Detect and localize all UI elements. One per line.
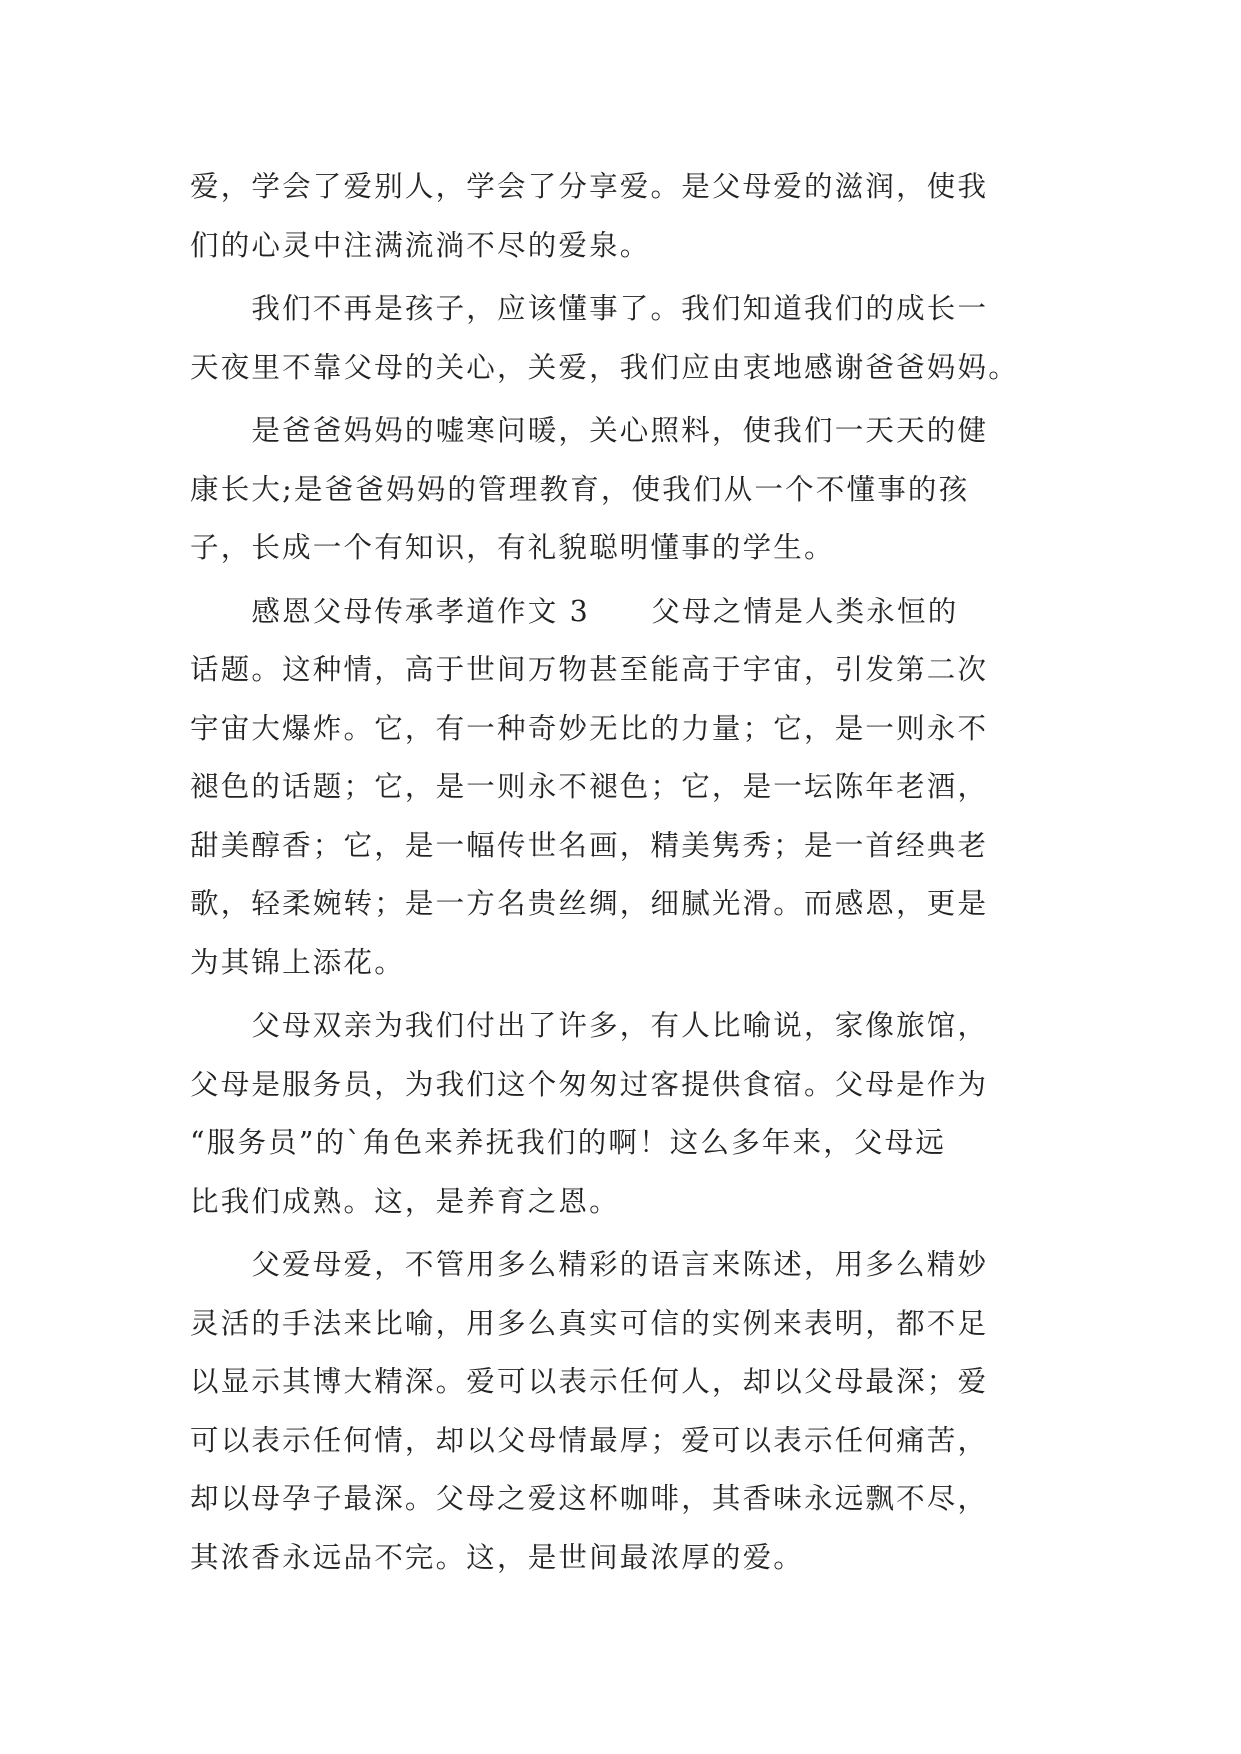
text-line: 灵活的手法来比喻，用多么真实可信的实例来表明，都不足: [190, 1306, 989, 1340]
text-line: “服务员”的`角色来养抚我们的啊！这么多年来，父母远: [190, 1126, 947, 1159]
text-line: 宇宙大爆炸。它，有一种奇妙无比的力量；它，是一则永不: [190, 711, 989, 745]
text-line: 父母双亲为我们付出了许多，有人比喻说，家像旅馆，: [190, 1009, 989, 1042]
text-line: 可以表示任何情，却以父母情最厚；爱可以表示任何痛苦，: [190, 1423, 989, 1457]
text-line: 为其锦上添花。: [190, 945, 405, 979]
text-line: 比我们成熟。这，是养育之恩。: [190, 1184, 620, 1218]
text-line: 爱，学会了爱别人，学会了分享爱。是父母爱的滋润，使我: [190, 170, 989, 203]
text-line: 感恩父母传承孝道作文 3 父母之情是人类永恒的: [190, 594, 959, 628]
text-line: 子，长成一个有知识，有礼貌聪明懂事的学生。: [190, 531, 835, 564]
text-line: 褪色的话题；它，是一则永不褪色；它，是一坛陈年老酒，: [190, 770, 989, 803]
text-line: 其浓香永远品不完。这，是世间最浓厚的爱。: [190, 1540, 805, 1574]
text-line: 父爱母爱，不管用多么精彩的语言来陈述，用多么精妙: [190, 1248, 989, 1281]
text-line: 们的心灵中注满流淌不尽的爱泉。: [190, 228, 651, 262]
text-line: 是爸爸妈妈的嘘寒问暖，关心照料，使我们一天天的健: [190, 414, 989, 447]
text-line: 父母是服务员，为我们这个匆匆过客提供食宿。父母是作为: [190, 1067, 989, 1101]
text-line: 却以母孕子最深。父母之爱这杯咖啡，其香味永远飘不尽，: [190, 1482, 989, 1515]
document-page: [190, 158, 1060, 1587]
text-line: 以显示其博大精深。爱可以表示任何人，却以父母最深；爱: [190, 1365, 989, 1398]
text-line: 话题。这种情，高于世间万物甚至能高于宇宙，引发第二次: [190, 653, 989, 686]
text-line: 我们不再是孩子，应该懂事了。我们知道我们的成长一: [190, 292, 989, 325]
text-line: 康长大;是爸爸妈妈的管理教育，使我们从一个不懂事的孩: [190, 472, 970, 506]
text-line: 歌，轻柔婉转；是一方名贵丝绸，细腻光滑。而感恩，更是: [190, 887, 989, 920]
text-line: 甜美醇香；它，是一幅传世名画，精美隽秀；是一首经典老: [190, 828, 989, 862]
text-line: 天夜里不靠父母的关心，关爱，我们应由衷地感谢爸爸妈妈。: [190, 350, 1019, 384]
